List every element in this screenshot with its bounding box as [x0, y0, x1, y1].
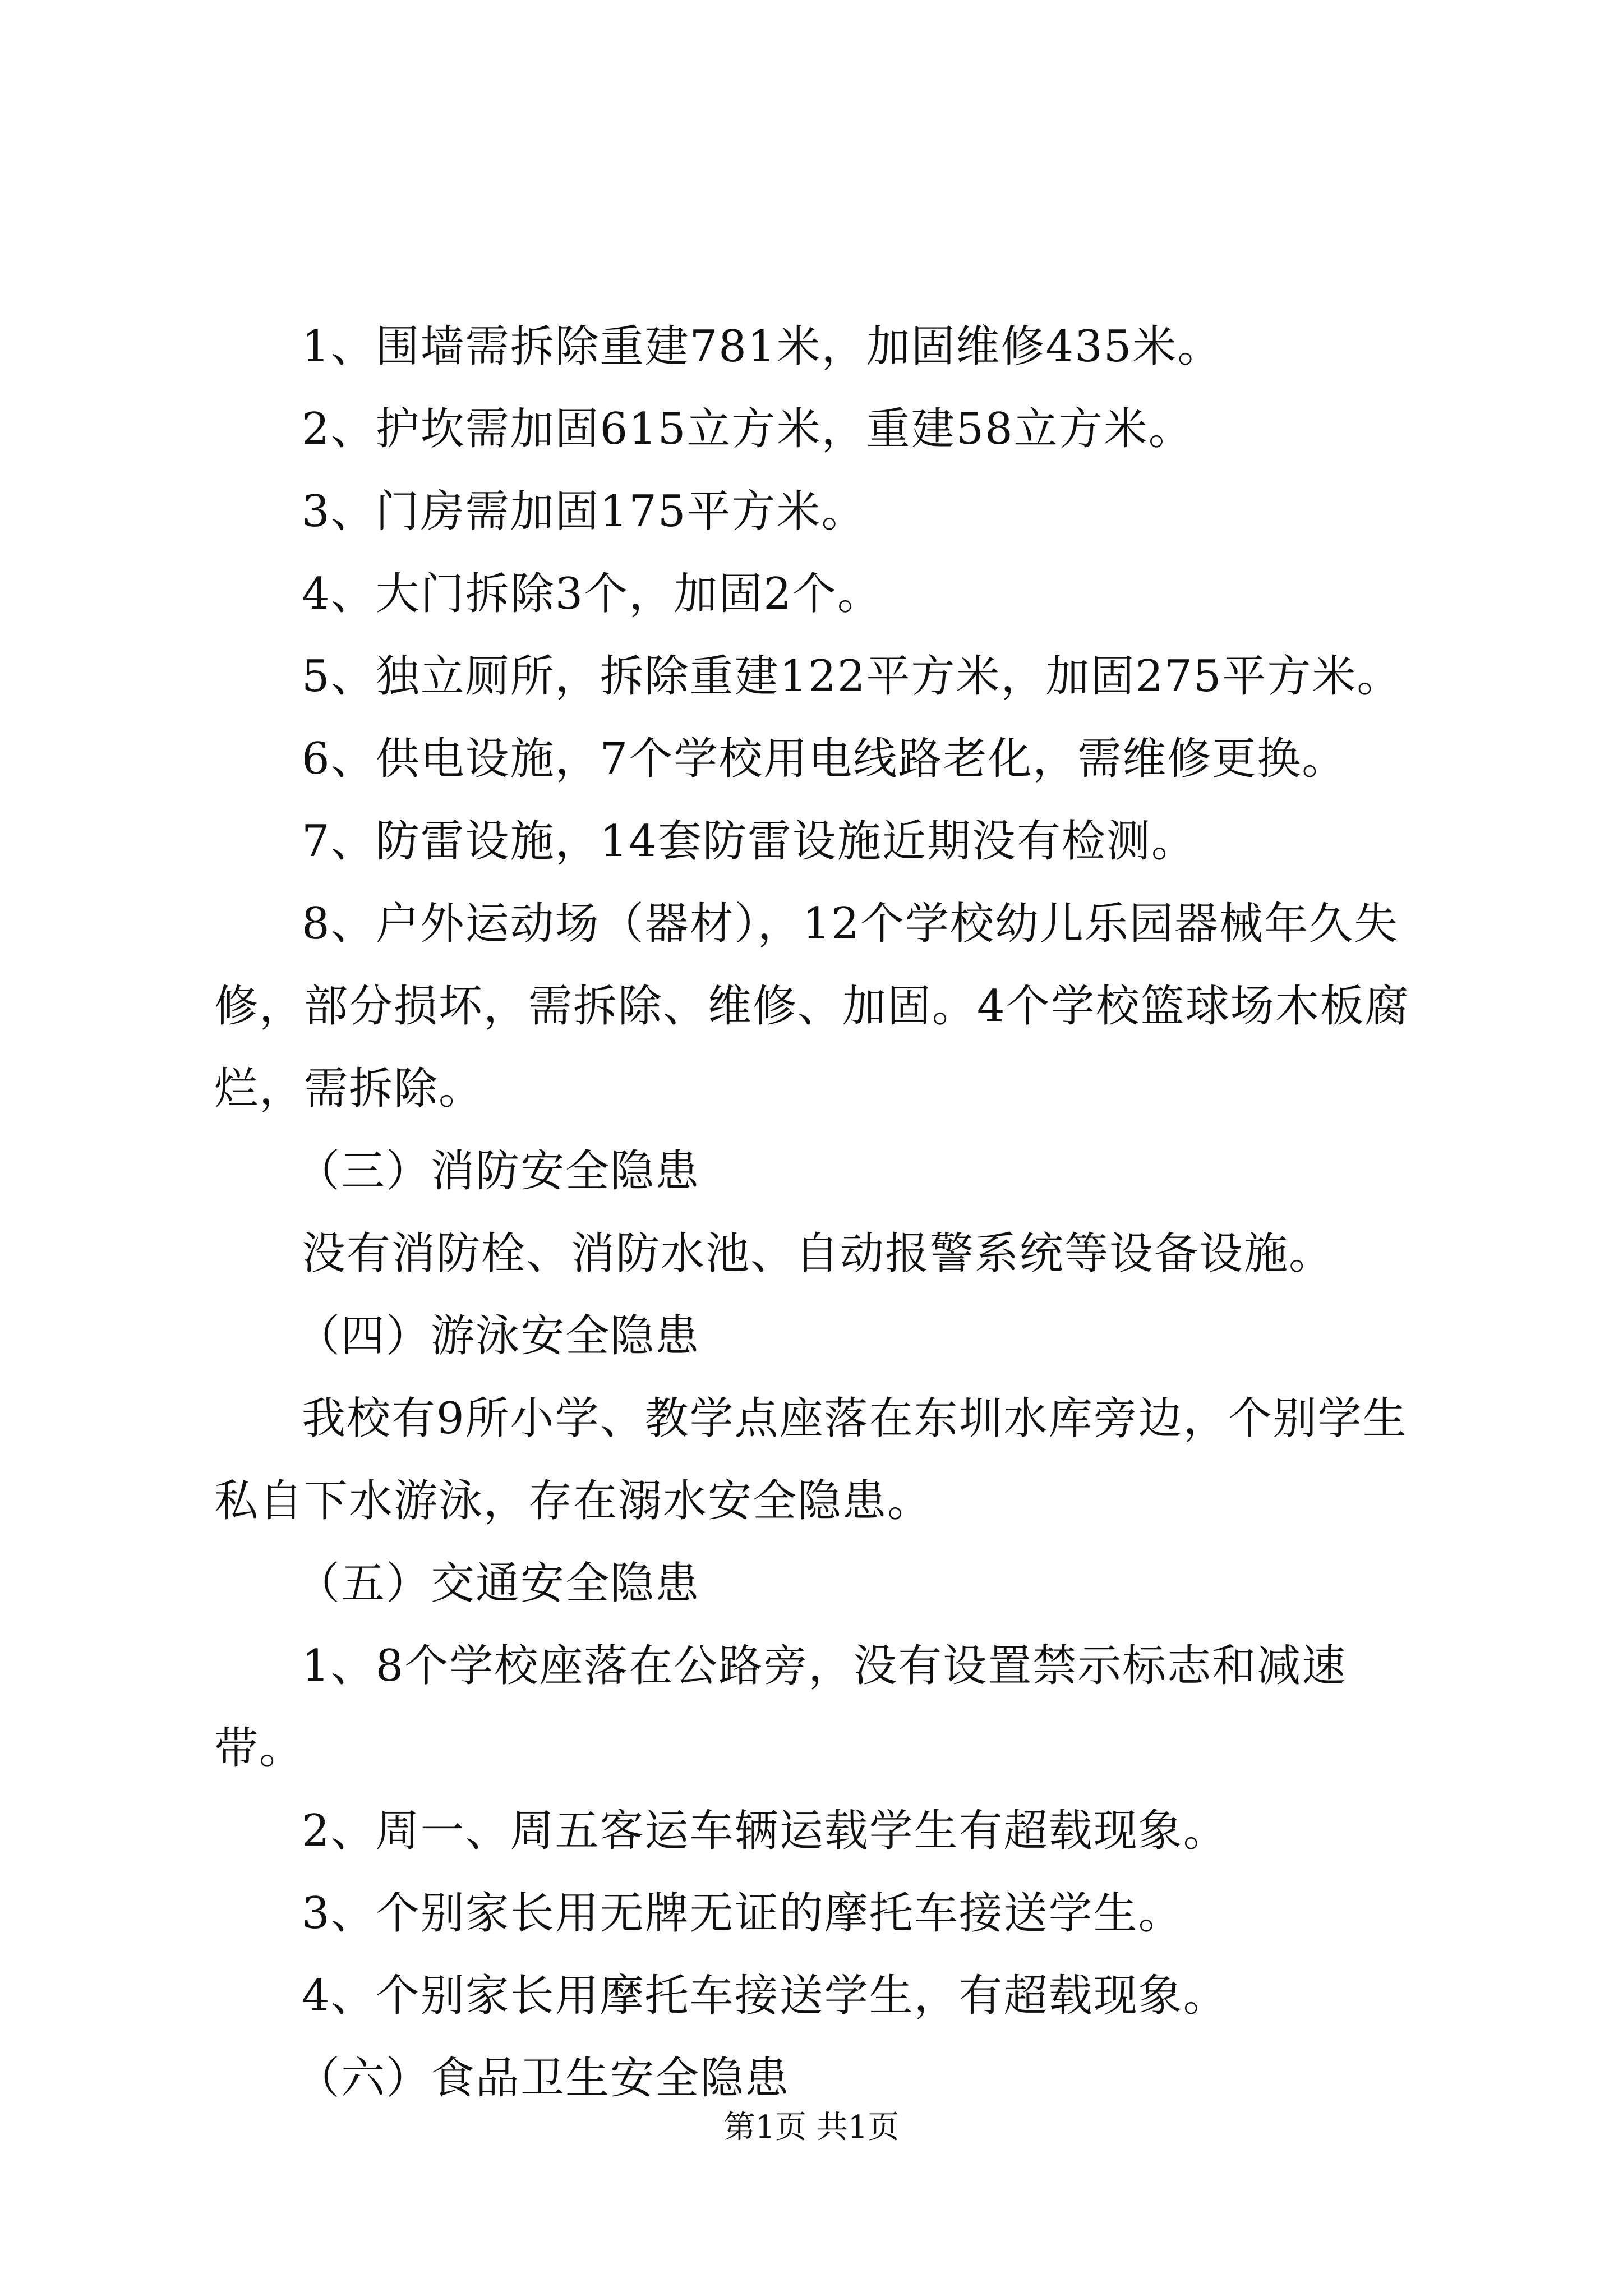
- paragraph-embankment: 2、护坎需加固615立方米，重建58立方米。: [302, 404, 1193, 454]
- paragraph-gate: 4、大门拆除3个，加固2个。: [302, 569, 882, 619]
- paragraph-traffic-2: 2、周一、周五客运车辆运载学生有超载现象。: [302, 1806, 1228, 1856]
- document-body: [214, 306, 1426, 2120]
- paragraph-swimming: 我校有9所小学、教学点座落在东圳水库旁边，个别学生私自下水游泳，存在溺水安全隐患。: [214, 1393, 1408, 1526]
- paragraph-gatehouse: 3、门房需加固175平方米。: [302, 486, 866, 537]
- paragraph-sports-field: 8、户外运动场（器材），12个学校幼儿乐园器械年久失修，部分损坏，需拆除、维修、加固。4个学校篮球场木板腐烂，需拆除。: [214, 899, 1410, 1114]
- paragraph-fire: 没有消防栓、消防水池、自动报警系统等设备设施。: [302, 1228, 1334, 1279]
- paragraph-lightning: 7、防雷设施，14套防雷设施近期没有检测。: [302, 816, 1196, 867]
- page-number-footer: 第1页 共1页: [723, 2109, 900, 2146]
- section-heading-food: （六）食品卫生安全隐患: [296, 2053, 790, 2104]
- paragraph-traffic-3: 3、个别家长用无牌无证的摩托车接送学生。: [302, 1888, 1183, 1939]
- section-heading-traffic: （五）交通安全隐患: [296, 1558, 700, 1609]
- paragraph-traffic-4: 4、个别家长用摩托车接送学生，有超载现象。: [302, 1971, 1228, 2021]
- section-heading-fire: （三）消防安全隐患: [296, 1146, 700, 1197]
- paragraph-power: 6、供电设施，7个学校用电线路老化，需维修更换。: [302, 734, 1347, 784]
- paragraph-wall: 1、围墙需拆除重建781米，加固维修435米。: [302, 321, 1223, 372]
- section-heading-swimming: （四）游泳安全隐患: [296, 1311, 700, 1361]
- paragraph-traffic-1: 1、8个学校座落在公路旁，没有设置禁示标志和减速带。: [214, 1641, 1347, 1774]
- paragraph-toilet: 5、独立厕所，拆除重建122平方米，加固275平方米。: [302, 651, 1402, 702]
